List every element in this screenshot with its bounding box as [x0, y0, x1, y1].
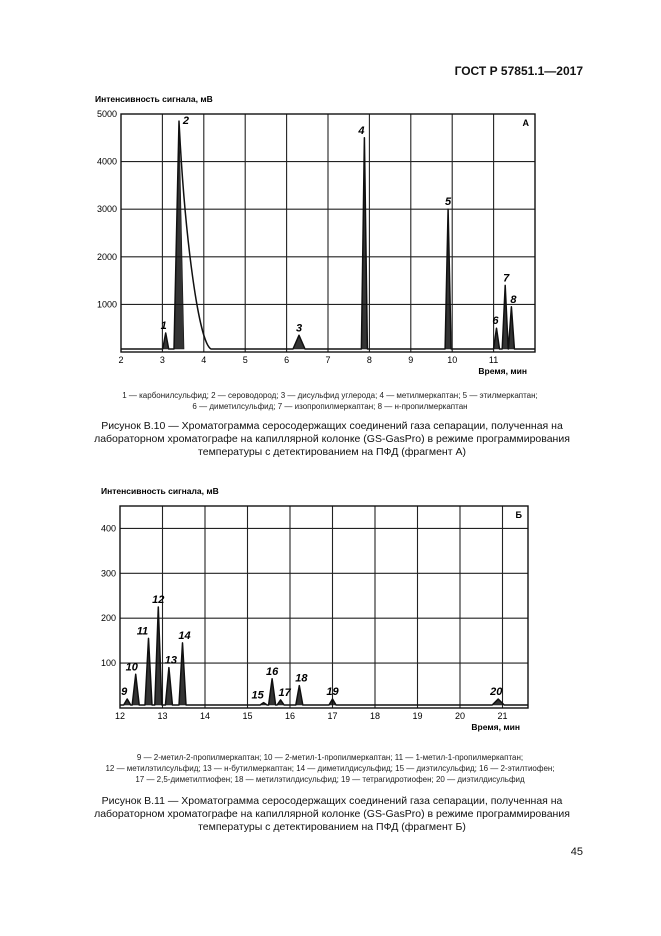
peak-label-20: 20 — [490, 686, 503, 699]
chromatogram-a — [0, 90, 661, 390]
x-axis-title: Время, мин — [471, 722, 520, 732]
peak-label-14: 14 — [178, 629, 191, 642]
legend-a-line-2: 6 — диметилсульфид; 7 — изопропилмеркаптан; 8 — н-пропилмеркаптан — [192, 402, 468, 411]
x-tick-label: 8 — [366, 355, 372, 365]
peak-label-2: 2 — [182, 115, 190, 127]
legend-b-line-3: 17 — 2,5-диметилтиофен; 18 — метилэтилдисульфид; 19 — тетрагидротиофен; 20 — диэтилдисульфид — [135, 775, 525, 784]
x-tick-label: 4 — [201, 355, 207, 365]
peak-label-11: 11 — [136, 625, 149, 638]
peak-label-18: 18 — [295, 672, 308, 685]
x-tick-label: 20 — [454, 711, 466, 721]
peak-label-13: 13 — [164, 654, 177, 667]
legend-b-line-1: 9 — 2-метил-2-пропилмеркаптан; 10 — 2-метил-1-пропилмеркаптан; 11 — 1-метил-1-пропилмеркаптан; — [136, 753, 524, 762]
peak-label-10: 10 — [125, 661, 138, 674]
x-tick-label: 16 — [284, 711, 296, 721]
x-tick-label: 9 — [408, 355, 414, 365]
y-tick-label: 2000 — [96, 251, 117, 262]
x-tick-label: 19 — [412, 711, 423, 721]
y-axis-title: Интенсивность сигнала, мВ — [101, 486, 219, 496]
x-tick-label: 7 — [325, 355, 331, 365]
y-tick-label: 400 — [100, 523, 116, 534]
x-tick-label: 10 — [447, 355, 458, 365]
y-tick-label: 4000 — [96, 156, 117, 167]
panel-label: А — [522, 118, 529, 128]
peak-3 — [293, 335, 305, 349]
x-tick-label: 14 — [199, 711, 211, 721]
figure-caption-b: Рисунок В.11 — Хроматограмма серосодержащих соединений газа сепарации, полученная на лабораторном хроматографе на капиллярной колонке (GS-GasPro) в режиме программирования температуры с детектированием на ПФД (фрагмент Б) — [94, 795, 570, 833]
x-tick-label: 21 — [497, 711, 508, 721]
x-tick-label: 3 — [159, 355, 165, 365]
legend-a-line-1: 1 — карбонилсульфид; 2 — сероводород; 3 — дисульфид углерода; 4 — метилмеркаптан; 5 — этилмеркаптан; — [122, 391, 538, 400]
x-tick-label: 18 — [369, 711, 381, 721]
document-header: ГОСТ Р 57851.1—2017 — [454, 64, 583, 78]
y-axis-title: Интенсивность сигнала, мВ — [95, 94, 213, 104]
peak-label-4: 4 — [358, 124, 365, 137]
x-axis-title: Время, мин — [478, 366, 527, 376]
page-number: 45 — [570, 846, 583, 858]
peak-label-8: 8 — [510, 293, 517, 306]
peak-label-5: 5 — [444, 196, 452, 209]
x-tick-label: 13 — [157, 711, 168, 721]
x-tick-label: 2 — [118, 355, 124, 365]
y-tick-label: 200 — [100, 613, 116, 624]
peak-label-7: 7 — [503, 272, 510, 285]
peak-label-3: 3 — [295, 322, 303, 335]
legend-b — [60, 752, 600, 785]
peak-label-6: 6 — [492, 315, 499, 328]
figure-caption-a: Рисунок В.10 — Хроматограмма серосодержащих соединений газа сепарации, полученная на лабораторном хроматографе на капиллярной колонке (GS-GasPro) в режиме программирования температуры с детектированием на ПФД (фрагмент А) — [94, 420, 570, 458]
peak-label-15: 15 — [251, 689, 264, 702]
legend-a — [60, 390, 600, 412]
y-tick-label: 1000 — [96, 299, 117, 310]
y-tick-label: 100 — [100, 658, 116, 669]
y-tick-label: 5000 — [96, 109, 117, 119]
x-tick-label: 15 — [242, 711, 253, 721]
panel-label: Б — [515, 510, 522, 520]
x-tick-label: 12 — [114, 711, 126, 721]
y-tick-label: 300 — [100, 568, 116, 579]
chromatogram-b — [0, 478, 661, 748]
x-tick-label: 17 — [327, 711, 338, 721]
peak-label-1: 1 — [160, 319, 167, 332]
peak-2 — [174, 121, 184, 349]
legend-b-line-2: 12 — метилэтилсульфид; 13 — н-бутилмеркаптан; 14 — диметилдисульфид; 15 — диэтилсульфид; 16 — 2-этилтиофен; — [105, 764, 555, 773]
x-tick-label: 6 — [284, 355, 290, 365]
peak-label-12: 12 — [152, 594, 165, 606]
y-tick-label: 3000 — [96, 204, 117, 215]
peak-label-17: 17 — [278, 686, 291, 699]
peak-label-19: 19 — [326, 686, 339, 699]
peak-label-16: 16 — [266, 665, 279, 678]
peak-label-9: 9 — [121, 686, 128, 699]
x-tick-label: 11 — [488, 355, 499, 365]
x-tick-label: 5 — [242, 355, 248, 365]
